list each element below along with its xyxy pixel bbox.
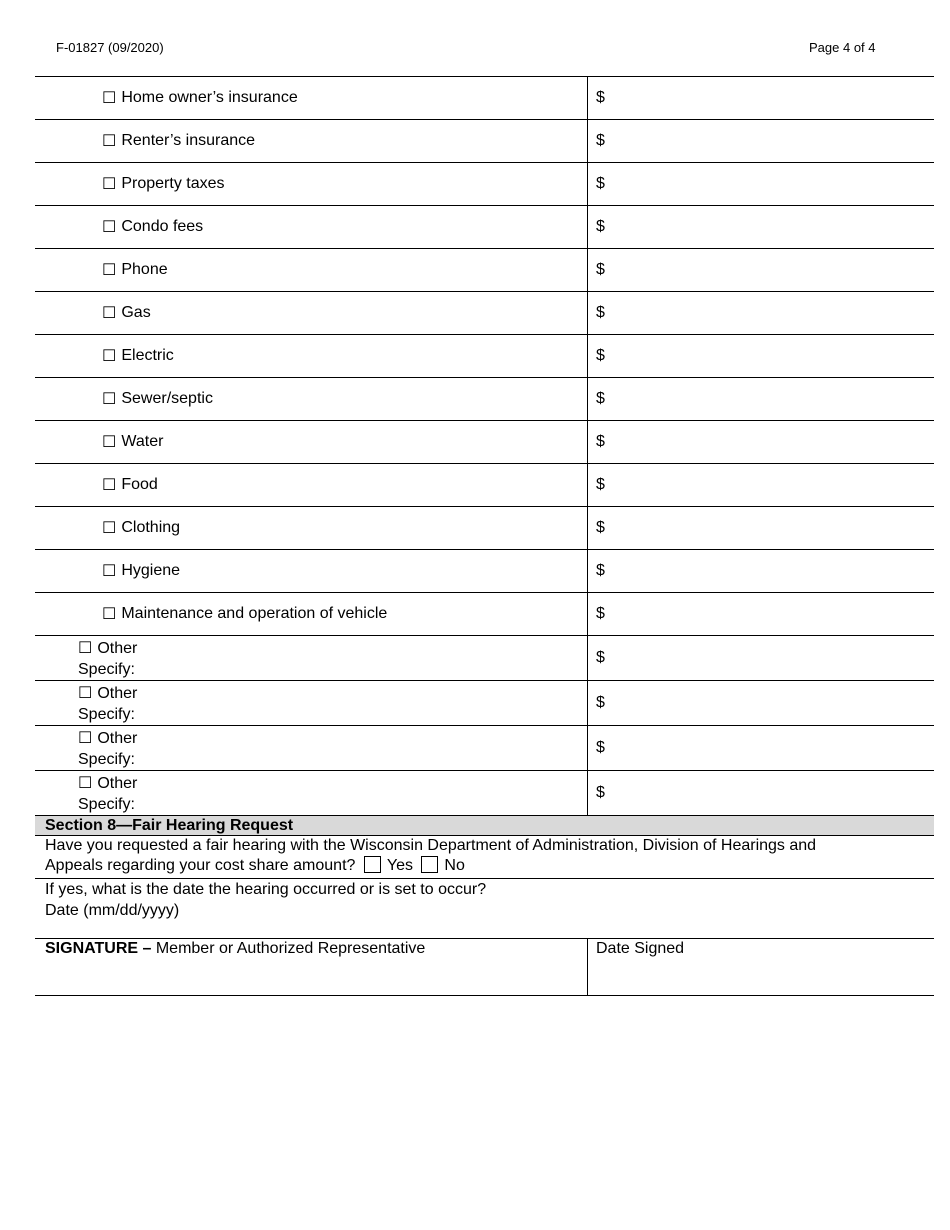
expense-amount-field[interactable] xyxy=(588,163,934,205)
expense-row xyxy=(35,421,934,464)
other-label: Other xyxy=(97,775,138,792)
expense-label: Sewer/septic xyxy=(121,390,213,407)
expense-label: Phone xyxy=(121,261,168,278)
other-checkbox[interactable]: ☐ xyxy=(78,685,93,702)
expense-checkbox[interactable]: ☐ xyxy=(102,434,117,451)
expense-label-cell xyxy=(35,292,588,334)
expense-checkbox[interactable]: ☐ xyxy=(102,606,117,623)
expense-checkbox[interactable]: ☐ xyxy=(102,563,117,580)
expense-checkbox[interactable]: ☐ xyxy=(102,305,117,322)
expense-checkbox[interactable]: ☐ xyxy=(102,520,117,537)
other-label: Other xyxy=(97,685,138,702)
expense-amount-field[interactable] xyxy=(588,335,934,377)
specify-field[interactable] xyxy=(78,794,587,815)
expense-label-cell xyxy=(35,335,588,377)
signature-label-rest: Member or Authorized Representative xyxy=(151,940,426,957)
expense-checkbox[interactable]: ☐ xyxy=(102,176,117,193)
specify-field[interactable] xyxy=(78,659,587,680)
expense-form xyxy=(35,76,934,996)
no-label: No xyxy=(444,857,465,874)
currency-symbol: $ xyxy=(596,739,605,756)
expense-amount-field[interactable] xyxy=(588,120,934,162)
expense-row xyxy=(35,292,934,335)
expense-checkbox[interactable]: ☐ xyxy=(102,391,117,408)
expense-checkbox[interactable]: ☐ xyxy=(102,219,117,236)
fair-hearing-question xyxy=(35,836,934,879)
other-checkbox[interactable]: ☐ xyxy=(78,775,93,792)
expense-amount-field[interactable] xyxy=(588,550,934,592)
other-label: Other xyxy=(97,730,138,747)
expense-label: Condo fees xyxy=(121,218,204,235)
expense-checkbox[interactable]: ☐ xyxy=(102,90,117,107)
other-amount-field[interactable] xyxy=(588,726,934,770)
other-checkbox[interactable]: ☐ xyxy=(78,730,93,747)
expense-row xyxy=(35,206,934,249)
expense-checkbox[interactable]: ☐ xyxy=(102,262,117,279)
expense-label-cell xyxy=(35,163,588,205)
expense-row xyxy=(35,593,934,636)
expense-label-cell xyxy=(35,507,588,549)
expense-row xyxy=(35,378,934,421)
no-checkbox[interactable] xyxy=(421,856,438,873)
hearing-date-question: If yes, what is the date the hearing occurred or is set to occur? xyxy=(45,881,487,898)
expense-amount-field[interactable] xyxy=(588,206,934,248)
expense-label-cell xyxy=(35,378,588,420)
currency-symbol: $ xyxy=(596,132,605,149)
currency-symbol: $ xyxy=(596,218,605,235)
currency-symbol: $ xyxy=(596,784,605,801)
other-label-cell xyxy=(35,636,588,680)
expense-amount-field[interactable] xyxy=(588,77,934,119)
other-label: Other xyxy=(97,640,138,657)
other-amount-field[interactable] xyxy=(588,771,934,815)
other-label-cell xyxy=(35,726,588,770)
expense-label: Clothing xyxy=(121,519,181,536)
form-id: F-01827 (09/2020) xyxy=(56,40,164,55)
expense-amount-field[interactable] xyxy=(588,292,934,334)
expense-row xyxy=(35,507,934,550)
other-expense-row xyxy=(35,771,934,816)
other-label-cell xyxy=(35,681,588,725)
expense-row xyxy=(35,335,934,378)
expense-amount-field[interactable] xyxy=(588,421,934,463)
expense-label-cell xyxy=(35,421,588,463)
currency-symbol: $ xyxy=(596,347,605,364)
expense-amount-field[interactable] xyxy=(588,464,934,506)
other-amount-field[interactable] xyxy=(588,681,934,725)
currency-symbol: $ xyxy=(596,519,605,536)
hearing-date-label: Date (mm/dd/yyyy) xyxy=(45,902,180,919)
currency-symbol: $ xyxy=(596,694,605,711)
currency-symbol: $ xyxy=(596,562,605,579)
other-expense-row xyxy=(35,726,934,771)
expense-checkbox[interactable]: ☐ xyxy=(102,133,117,150)
expense-label-cell xyxy=(35,77,588,119)
expense-label: Water xyxy=(121,433,164,450)
date-signed-field[interactable] xyxy=(588,939,934,995)
expense-label: Home owner’s insurance xyxy=(121,89,298,106)
expense-label: Property taxes xyxy=(121,175,225,192)
currency-symbol: $ xyxy=(596,175,605,192)
page-number: Page 4 of 4 xyxy=(809,40,876,55)
other-label-cell xyxy=(35,771,588,815)
other-expense-row xyxy=(35,681,934,726)
expense-checkbox[interactable]: ☐ xyxy=(102,477,117,494)
expense-row xyxy=(35,464,934,507)
yes-checkbox[interactable] xyxy=(364,856,381,873)
date-signed-label: Date Signed xyxy=(596,940,685,957)
expense-amount-field[interactable] xyxy=(588,593,934,635)
specify-field[interactable] xyxy=(78,704,587,725)
expense-amount-field[interactable] xyxy=(588,378,934,420)
expense-label-cell xyxy=(35,206,588,248)
expense-label: Hygiene xyxy=(121,562,181,579)
currency-symbol: $ xyxy=(596,476,605,493)
expense-label: Food xyxy=(121,476,158,493)
expense-row xyxy=(35,120,934,163)
specify-label: Specify: xyxy=(78,706,135,723)
specify-field[interactable] xyxy=(78,749,587,770)
expense-label-cell xyxy=(35,120,588,162)
expense-row xyxy=(35,163,934,206)
signature-row xyxy=(35,939,934,996)
expense-amount-field[interactable] xyxy=(588,507,934,549)
expense-checkbox[interactable]: ☐ xyxy=(102,348,117,365)
currency-symbol: $ xyxy=(596,390,605,407)
currency-symbol: $ xyxy=(596,433,605,450)
expense-label: Renter’s insurance xyxy=(121,132,256,149)
signature-field[interactable] xyxy=(35,939,588,995)
expense-row xyxy=(35,550,934,593)
section-8-title: Section 8—Fair Hearing Request xyxy=(35,816,934,836)
yes-label: Yes xyxy=(386,857,413,874)
expense-label: Electric xyxy=(121,347,174,364)
expense-label: Gas xyxy=(121,304,151,321)
signature-label-bold: SIGNATURE – xyxy=(45,940,152,957)
specify-label: Specify: xyxy=(78,796,135,813)
question-line-2 xyxy=(45,856,924,876)
other-expense-list xyxy=(35,636,934,816)
question-line-1: Have you requested a fair hearing with the Wisconsin Department of Administration, Division of Hearings and xyxy=(45,837,817,854)
other-expense-row xyxy=(35,636,934,681)
currency-symbol: $ xyxy=(596,89,605,106)
hearing-date-block[interactable] xyxy=(35,879,934,939)
question-line-2-text: Appeals regarding your cost share amount? xyxy=(45,857,356,874)
specify-label: Specify: xyxy=(78,661,135,678)
expense-label-cell xyxy=(35,249,588,291)
expense-label-cell xyxy=(35,550,588,592)
specify-label: Specify: xyxy=(78,751,135,768)
expense-row xyxy=(35,249,934,292)
currency-symbol: $ xyxy=(596,261,605,278)
expense-label: Maintenance and operation of vehicle xyxy=(121,605,388,622)
currency-symbol: $ xyxy=(596,649,605,666)
expense-label-cell xyxy=(35,593,588,635)
other-checkbox[interactable]: ☐ xyxy=(78,640,93,657)
expense-amount-field[interactable] xyxy=(588,249,934,291)
expense-row xyxy=(35,77,934,120)
expense-list xyxy=(35,77,934,636)
expense-label-cell xyxy=(35,464,588,506)
currency-symbol: $ xyxy=(596,605,605,622)
other-amount-field[interactable] xyxy=(588,636,934,680)
currency-symbol: $ xyxy=(596,304,605,321)
